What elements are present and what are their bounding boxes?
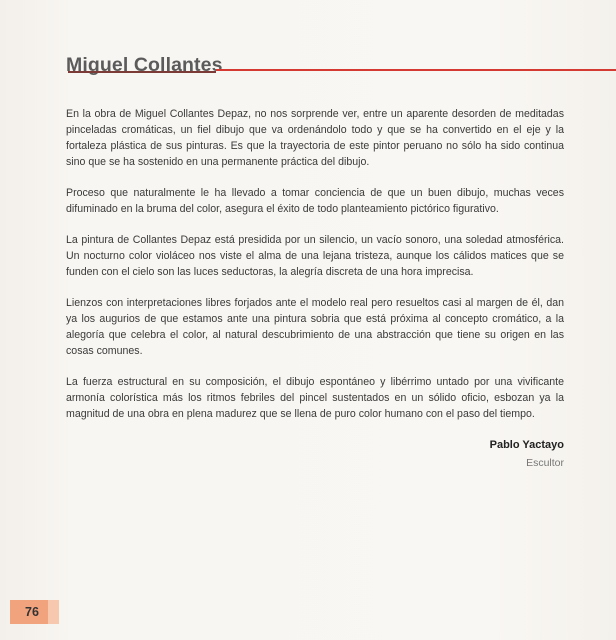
body-text [66,106,564,437]
signature-role: Escultor [526,457,564,469]
title-rule [216,69,616,71]
paragraph-3: La pintura de Collantes Depaz está presidida por un silencio, un vacío sonoro, una soledad atmosférica. Un nocturno color violáceo nos viste el alma de una lejana tristeza, aunque los cálidos matices que se funden con el cielo son las luces seductoras, la alegría discreta de una hora imprecisa. [66,234,564,278]
title-block [66,54,616,78]
paragraph-5: La fuerza estructural en su composición, el dibujo espontáneo y libérrimo untado por una vivificante armonía colorística más los ritmos febriles del pincel sustentados en un sólido oficio, esbozan ya la magnitud de una obra en plena madurez que se llena de puro color humano con el paso del tiempo. [66,376,564,420]
signature-name: Pablo Yactayo [489,439,564,451]
page-title: Miguel Collantes [66,54,223,76]
paragraph-2: Proceso que naturalmente le ha llevado a tomar conciencia de que un buen dibujo, muchas veces difuminado en la bruma del color, asegura el éxito de todo planteamiento pictórico figurativo. [66,187,564,215]
title-underline [68,71,216,73]
page-number: 76 [25,605,39,619]
signature-block [490,437,564,471]
paragraph-1: En la obra de Miguel Collantes Depaz, no nos sorprende ver, entre un aparente desorden de meditadas pinceladas cromáticas, un fiel dibujo que va ordenándolo todo y que se ha convertido en el eje y la fortaleza plástica de sus pinturas. Es que la trayectoria de este pintor peruano no sólo ha sido continua sino que se ha sostenido en una permanente práctica del dibujo. [66,108,564,168]
paragraph-4: Lienzos con interpretaciones libres forjados ante el modelo real pero resueltos casi al margen de él, dan ya los augurios de que estamos ante una pintura sobria que está próxima al concepto cromático, a la alegoría que celebra el color, al natural descubrimiento de una abstracción que tiene su origen en las cosas comunes. [66,297,564,357]
